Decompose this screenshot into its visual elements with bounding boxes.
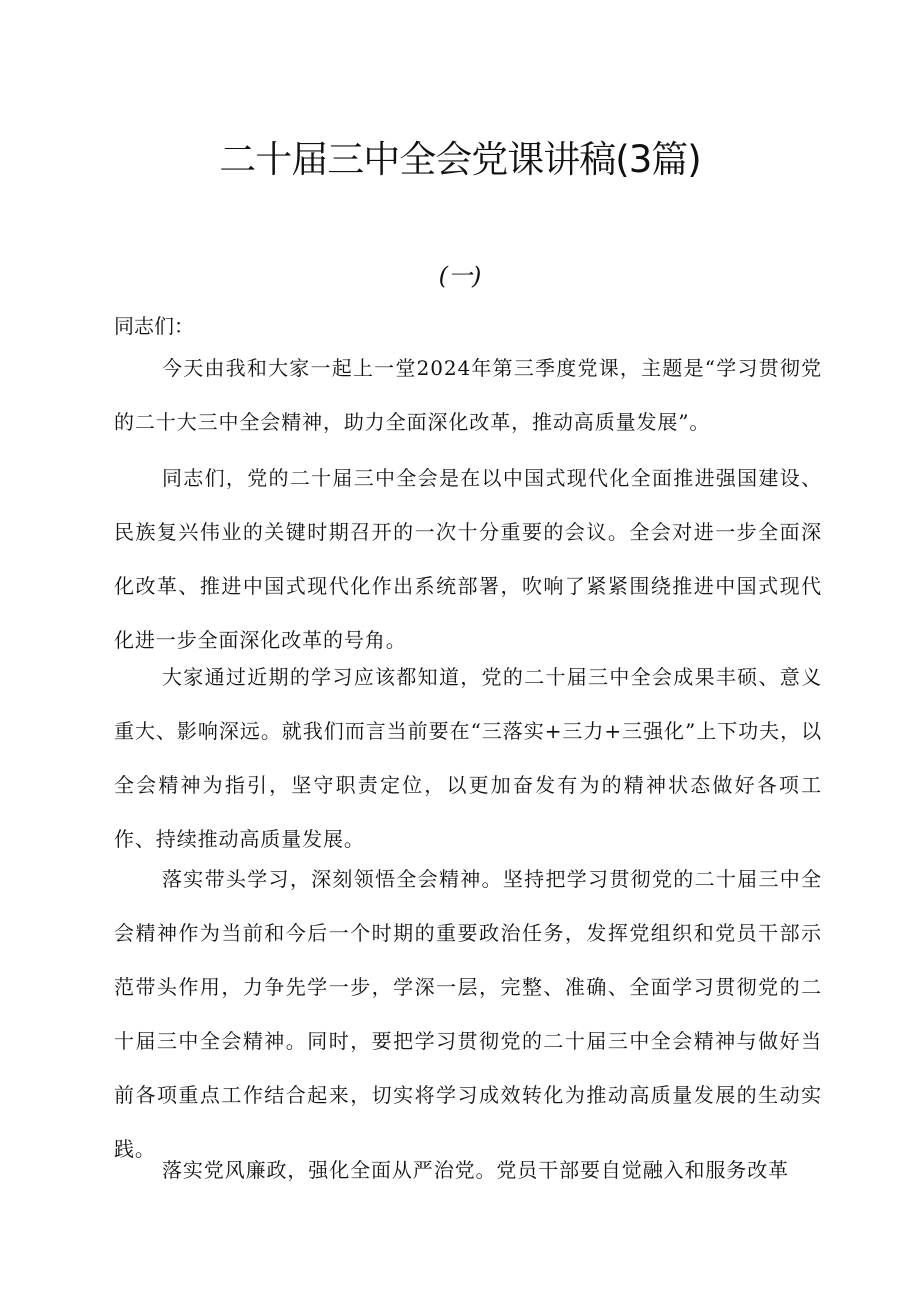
- paragraph-3: 大家通过近期的学习应该都知道，党的二十届三中全会成果丰硕、意义重大、影响深远。就我们而言当前要在“三落实+三力+三强化”上下功夫，以全会精神为指引，坚守职责定位，以更加奋发有为的精神状态做好各项工作、持续推动高质量发展。: [114, 665, 822, 851]
- document-title: 二十届三中全会党课讲稿(3篇): [219, 138, 701, 181]
- salutation: 同志们：: [114, 314, 194, 338]
- paragraph-1: 今天由我和大家一起上一堂2024年第三季度党课，主题是“学习贯彻党的二十大三中全会精神，助力全面深化改革，推动高质量发展”。: [114, 356, 822, 434]
- paragraph-5: 落实党风廉政，强化全面从严治党。党员干部要自觉融入和服务改革: [162, 1158, 789, 1182]
- paragraph-4: 落实带头学习，深刻领悟全会精神。坚持把学习贯彻党的二十届三中全会精神作为当前和今后一个时期的重要政治任务，发挥党组织和党员干部示范带头作用，力争先学一步，学深一层，完整、准确、全面学习贯彻党的二十届三中全会精神。同时，要把学习贯彻党的二十届三中全会精神与做好当前各项重点工作结合起来，切实将学习成效转化为推动高质量发展的生动实践。: [114, 867, 822, 1161]
- section-marker: (一): [438, 262, 482, 290]
- paragraph-2: 同志们，党的二十届三中全会是在以中国式现代化全面推进强国建设、民族复兴伟业的关键时期召开的一次十分重要的会议。全会对进一步全面深化改革、推进中国式现代化作出系统部署，吹响了紧紧围绕推进中国式现代化进一步全面深化改革的号角。: [114, 466, 822, 652]
